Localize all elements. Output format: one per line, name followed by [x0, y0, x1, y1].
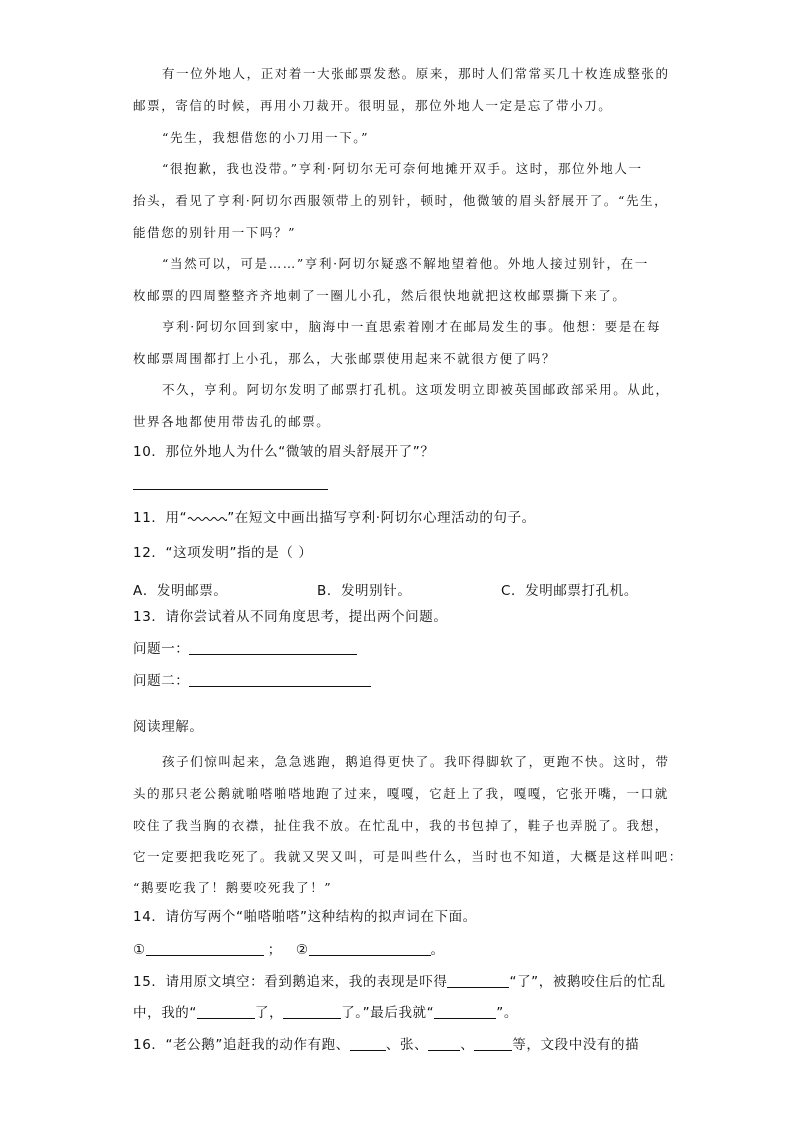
answer-blank[interactable] [447, 975, 509, 988]
answer-blank[interactable] [309, 943, 431, 956]
q12-option-a[interactable]: A．发明邮票。 [133, 583, 228, 599]
question-13: 13．请你尝试着从不同角度思考，提出两个问题。 [133, 609, 448, 625]
q16-text: 、 [460, 1037, 475, 1053]
passage1-line: “当然可以，可是……”亨利·阿切尔疑惑不解地望着他。外地人接过别针，在一 [162, 256, 649, 271]
q11-text-start: 11．用“ [133, 510, 188, 526]
q16-text: 等，文段中没有的描 [512, 1037, 640, 1053]
separator: ； [267, 942, 282, 958]
q15-text: ”。 [496, 1005, 518, 1021]
passage2-line: 孩子们惊叫起来，急急逃跑，鹅追得更快了。我吓得脚软了，更跑不快。这时，带 [162, 754, 670, 769]
q13-label-1: 问题一： [133, 641, 190, 657]
answer-blank[interactable] [350, 1038, 386, 1051]
answer-blank[interactable] [283, 1006, 341, 1019]
passage2-line: 头的那只老公鹅就啪嗒啪嗒地跑了过来，嘎嘎，它赶上了我，嘎嘎，它张开嘴，一口就 [133, 786, 669, 801]
q15-text: 了。”最后我就“ [341, 1005, 435, 1021]
answer-blank[interactable] [197, 1006, 255, 1019]
q13-item-1 [133, 642, 357, 657]
passage1-line: 枚邮票周围都打上小孔，那么，大张邮票使用起来不就很方便了吗？ [133, 351, 557, 366]
question-15-cont [133, 1006, 518, 1021]
answer-line-q10[interactable] [133, 489, 328, 490]
circle-one-label: ① [133, 942, 146, 958]
q15-text: 中，我的“ [133, 1005, 197, 1021]
q15-text: 15．请用原文填空：看到鹅追来，我的表现是吓得 [133, 974, 448, 990]
question-15 [133, 975, 666, 990]
passage1-line: 世界各地都使用带齿孔的邮票。 [133, 414, 331, 429]
passage2-line: “鹅要吃我了！鹅要咬死我了！” [133, 880, 333, 895]
passage1-line: 抬头，看见了亨利·阿切尔西服领带上的别针，顿时，他微皱的眉头舒展开了。“先生， [133, 193, 669, 208]
q13-label-2: 问题二： [133, 673, 190, 689]
answer-blank[interactable] [474, 1038, 512, 1051]
passage1-line: 有一位外地人，正对着一大张邮票发愁。原来，那时人们常常买几十枚连成整张的 [162, 66, 670, 81]
question-12: 12．“这项发明”指的是（ ） [133, 545, 313, 561]
circle-two-label: ② [295, 942, 309, 958]
passage2-line: 它一定要把我吃死了。我就又哭又叫，可是叫些什么，当时也不知道，大概是这样叫吧： [133, 849, 683, 864]
passage1-line: “先生，我想借您的小刀用一下。” [162, 130, 370, 145]
passage1-line: 不久，亨利。阿切尔发明了邮票打孔机。这项发明立即被英国邮政部采用。从此， [162, 382, 670, 397]
wavy-underline-icon [187, 515, 227, 523]
passage1-line: 枚邮票的四周整整齐齐地刺了一圈儿小孔，然后很快地就把这枚邮票撕下来了。 [133, 288, 627, 303]
answer-blank[interactable] [434, 1006, 496, 1019]
question-14: 14．请仿写两个“啪嗒啪嗒”这种结构的拟声词在下面。 [133, 909, 477, 925]
q12-option-c[interactable]: C．发明邮票打孔机。 [501, 583, 638, 599]
passage1-line: “很抱歉，我也没带。”亨利·阿切尔无可奈何地摊开双手。这时，那位外地人一 [162, 161, 643, 176]
answer-blank[interactable] [428, 1038, 460, 1051]
passage1-line: 能借您的别针用一下吗？” [133, 225, 297, 240]
answer-blank[interactable] [146, 943, 264, 956]
q14-answers [133, 943, 445, 958]
q16-text: 、张、 [385, 1037, 429, 1053]
answer-blank[interactable] [189, 642, 357, 655]
passage2-line: 咬住了我当胸的衣襟，扯住我不放。在忙乱中，我的书包掉了，鞋子也弄脱了。我想， [133, 818, 669, 833]
passage1-line: 邮票，寄信的时候，再用小刀裁开。很明显，那位外地人一定是忘了带小刀。 [133, 98, 613, 113]
period: 。 [430, 942, 445, 958]
question-10: 10．那位外地人为什么“微皱的眉头舒展开了”？ [133, 444, 435, 460]
q11-text-end: ”在短文中画出描写亨利·阿切尔心理活动的句子。 [227, 510, 536, 526]
passage1-line: 亨利·阿切尔回到家中，脑海中一直思索着刚才在邮局发生的事。他想：要是在每 [162, 319, 662, 334]
question-16 [133, 1038, 639, 1053]
q15-text: “了”，被鹅咬住后的忙乱 [509, 974, 666, 990]
q16-text: 16．“老公鹅”追赶我的动作有跑、 [133, 1037, 350, 1053]
q15-text: 了， [255, 1005, 284, 1021]
question-11 [133, 512, 536, 526]
section-title: 阅读理解。 [133, 719, 204, 735]
q12-option-b[interactable]: B．发明别针。 [317, 583, 412, 599]
answer-blank[interactable] [189, 674, 371, 687]
q13-item-2 [133, 674, 371, 689]
